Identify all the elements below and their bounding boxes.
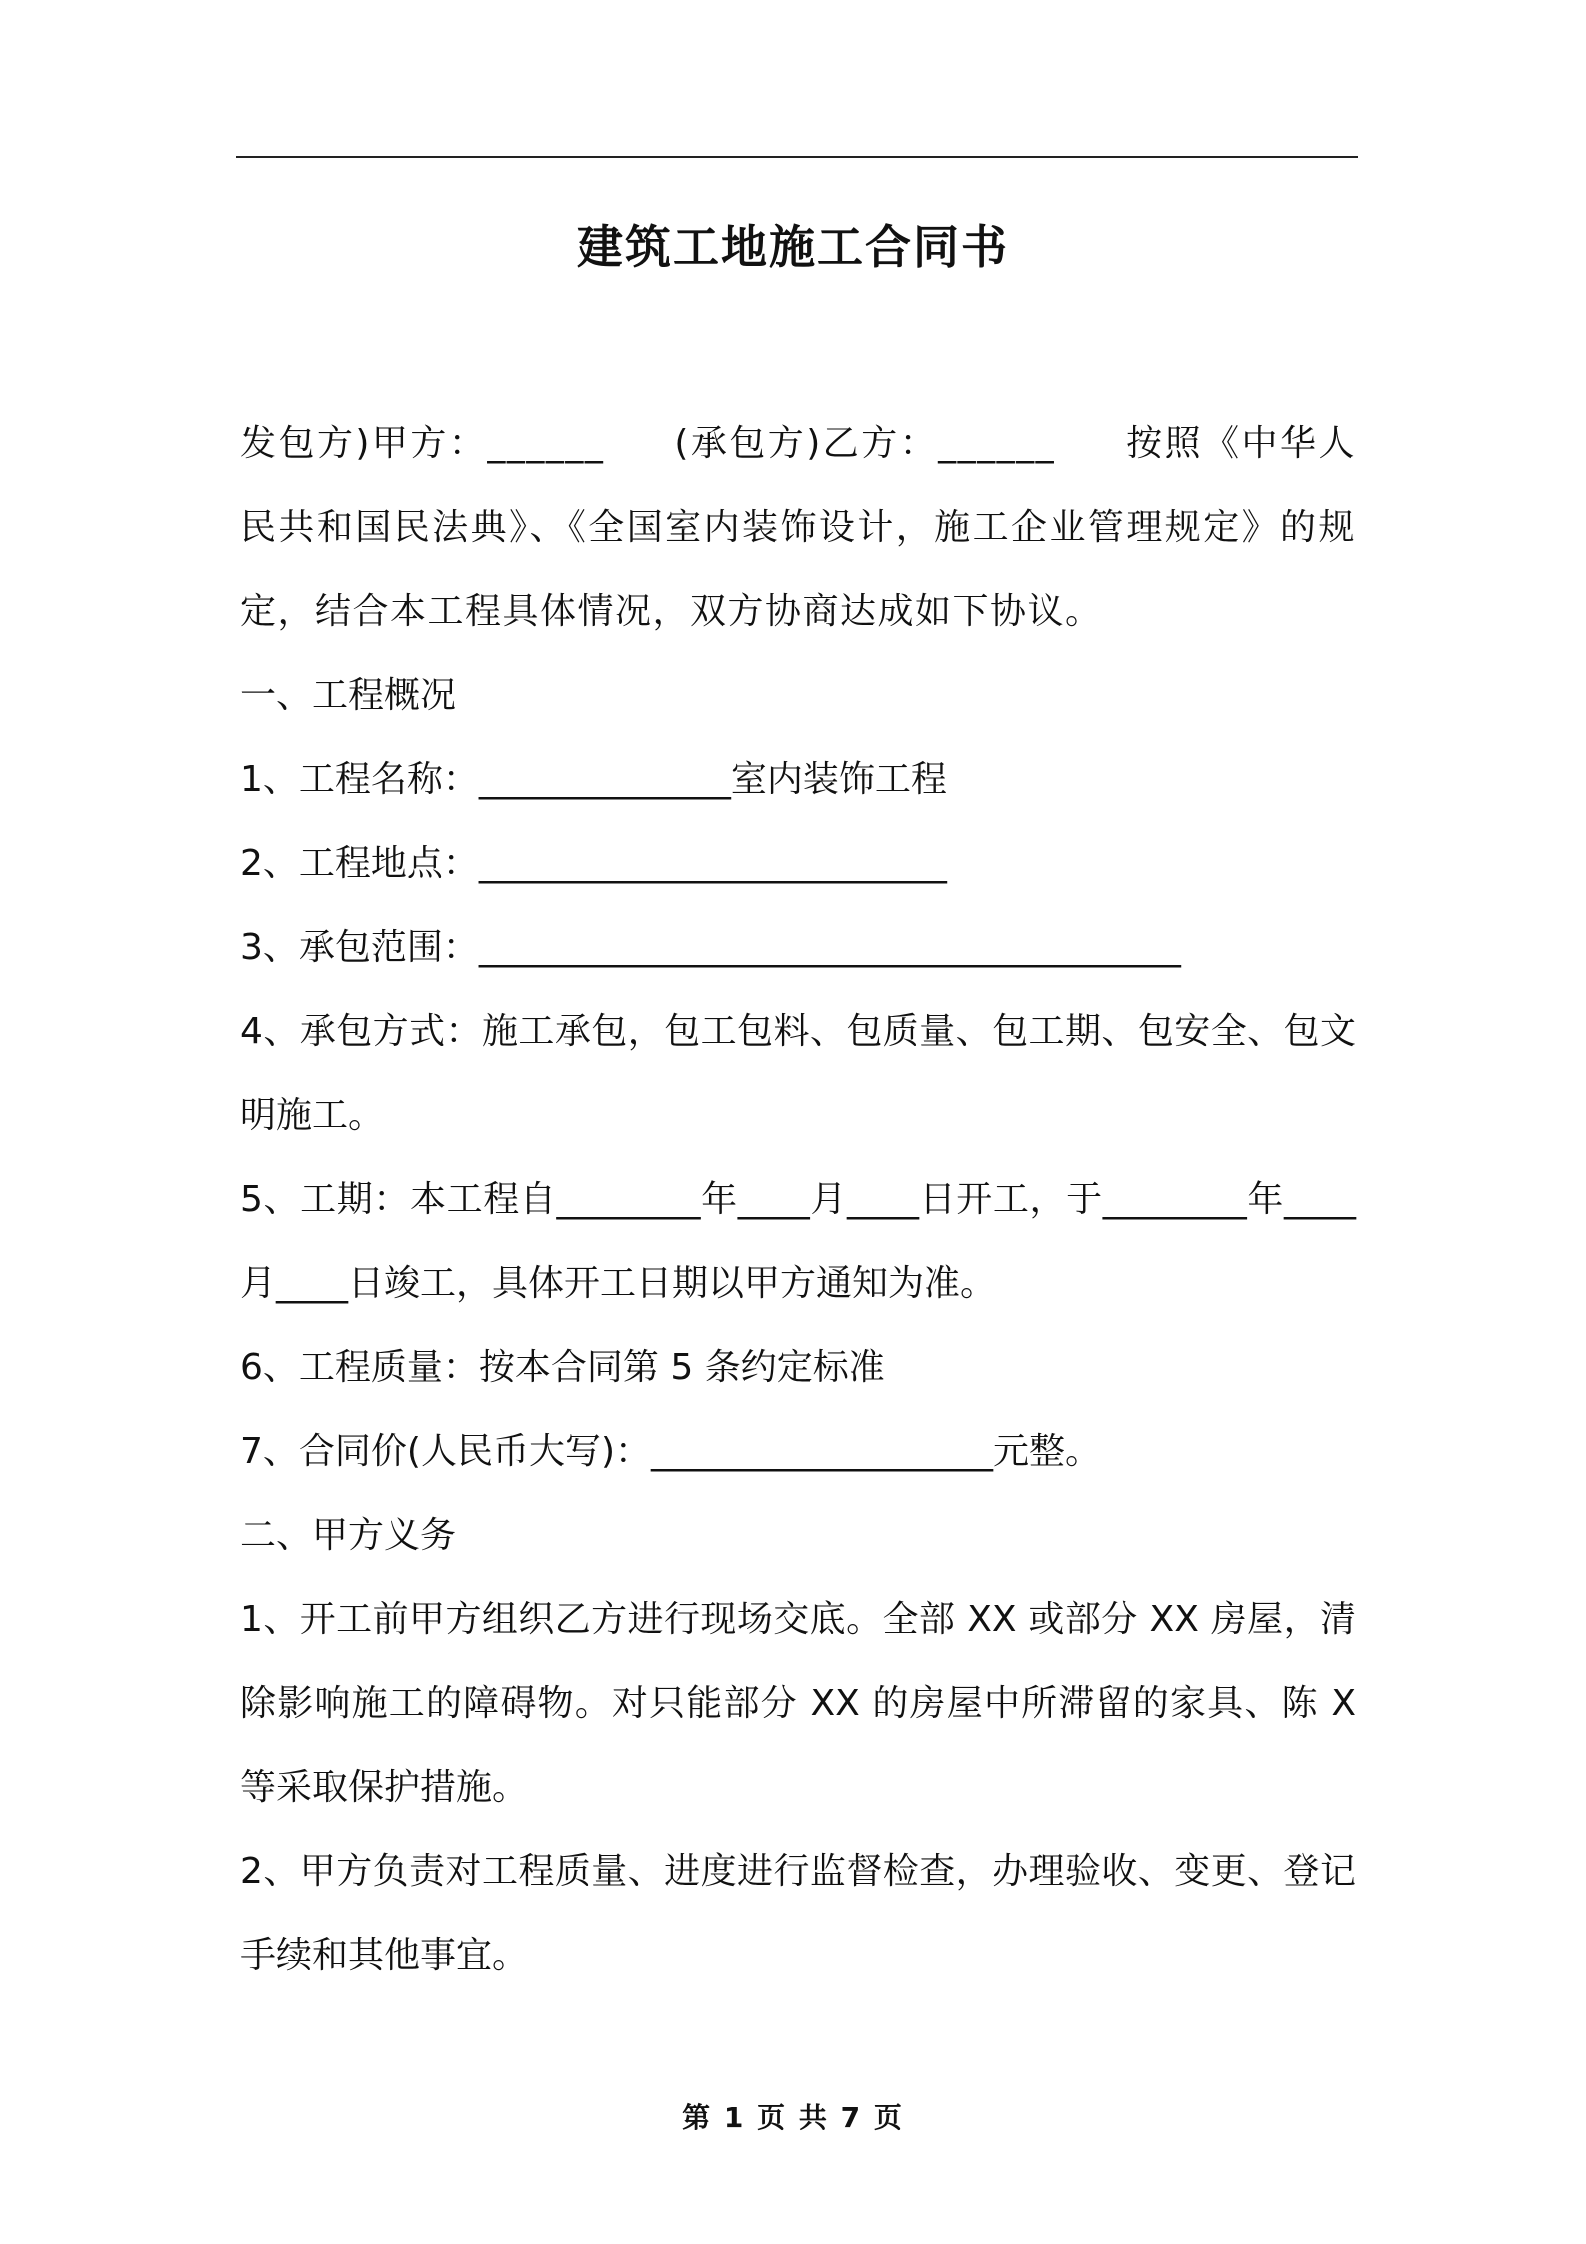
list-item: 4、承包方式：施工承包，包工包料、包质量、包工期、包安全、包文明施工。 <box>240 1011 1356 1136</box>
list-item: 5、工期：本工程自________年____月____日开工，于________年____月____日竣工，具体开工日期以甲方通知为准。 <box>240 1179 1356 1304</box>
document-title: 建筑工地施工合同书 <box>577 220 1009 274</box>
section-heading: 一、工程概况 <box>240 675 457 716</box>
party-a-field: 发包方)甲方：______ <box>240 423 605 464</box>
list-item: 3、承包范围：_______________________________________ <box>240 927 1181 968</box>
list-item: 2、工程地点：__________________________ <box>240 843 947 884</box>
list-item: 2、甲方负责对工程质量、进度进行监督检查，办理验收、变更、登记手续和其他事宜。 <box>240 1851 1356 1976</box>
header-rule <box>236 156 1358 158</box>
party-b-field: (承包方)乙方：______ <box>674 423 1056 464</box>
list-item: 6、工程质量：按本合同第 5 条约定标准 <box>240 1347 885 1388</box>
list-item: 7、合同价(人民币大写)：___________________元整。 <box>240 1431 1101 1472</box>
page-number-footer: 第 1 页 共 7 页 <box>682 2101 904 2134</box>
document-body <box>240 402 1356 1998</box>
list-item: 1、开工前甲方组织乙方进行现场交底。全部 XX 或部分 XX 房屋，清除影响施工的障碍物。对只能部分 XX 的房屋中所滞留的家具、陈 X 等采取保护措施。 <box>240 1599 1356 1808</box>
preamble-paragraph <box>240 402 1356 654</box>
section-heading: 二、甲方义务 <box>240 1515 457 1556</box>
list-item: 1、工程名称：______________室内装饰工程 <box>240 759 947 800</box>
preamble-text: 按照《中华人民共和国民法典》、《全国室内装饰设计，施工企业管理规定》的规定，结合本工程具体情况，双方协商达成如下协议。 <box>240 423 1356 632</box>
